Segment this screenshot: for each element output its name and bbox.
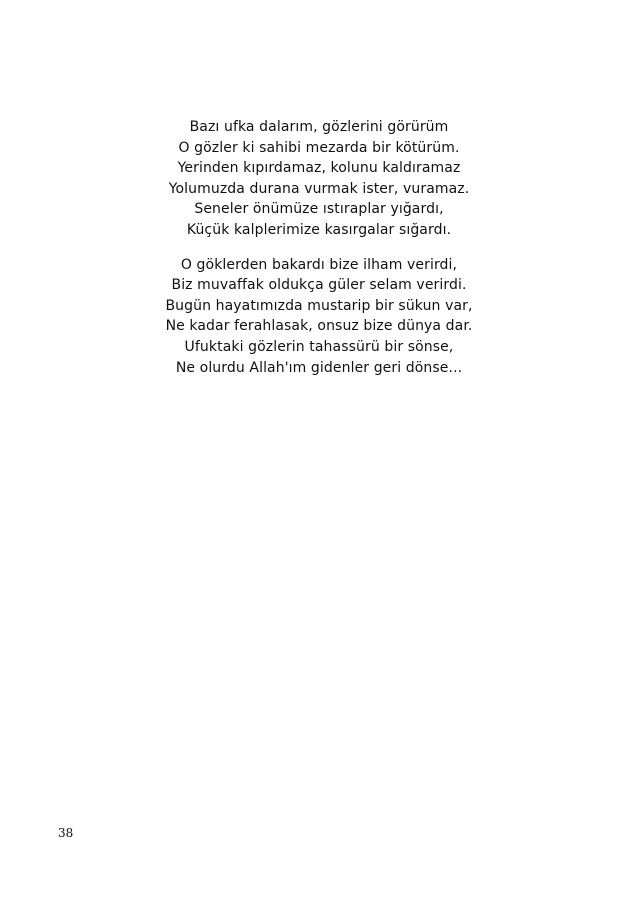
stanza-2 [0, 255, 638, 379]
poem-line: Seneler önümüze ıstıraplar yığardı, [194, 201, 444, 218]
poem-line: Ne olurdu Allah'ım gidenler geri dönse... [175, 359, 463, 376]
poem-line: O göklerden bakardı bize ilham verirdi, [180, 256, 458, 273]
poem-line: Bugün hayatımızda mustarip bir sükun var, [165, 297, 473, 314]
poem-line: Ne kadar ferahlasak, onsuz bize dünya dar. [165, 318, 473, 335]
poem-line: O gözler ki sahibi mezarda bir kötürüm. [178, 139, 460, 156]
poem-line: Yolumuzda durana vurmak ister, vuramaz. [168, 180, 470, 197]
poem-line: Ufuktaki gözlerin tahassürü bir sönse, [184, 338, 454, 355]
page-number: 38 [58, 826, 74, 840]
poem-line: Yerinden kıpırdamaz, kolunu kaldıramaz [177, 160, 461, 177]
poem-line: Küçük kalplerimize kasırgalar sığardı. [186, 221, 452, 238]
poem [0, 117, 638, 378]
poem-line: Bazı ufka dalarım, gözlerini görürüm [189, 119, 449, 135]
poem-line: Biz muvaffak oldukça güler selam verirdi. [171, 277, 467, 294]
stanza-1 [0, 117, 638, 241]
